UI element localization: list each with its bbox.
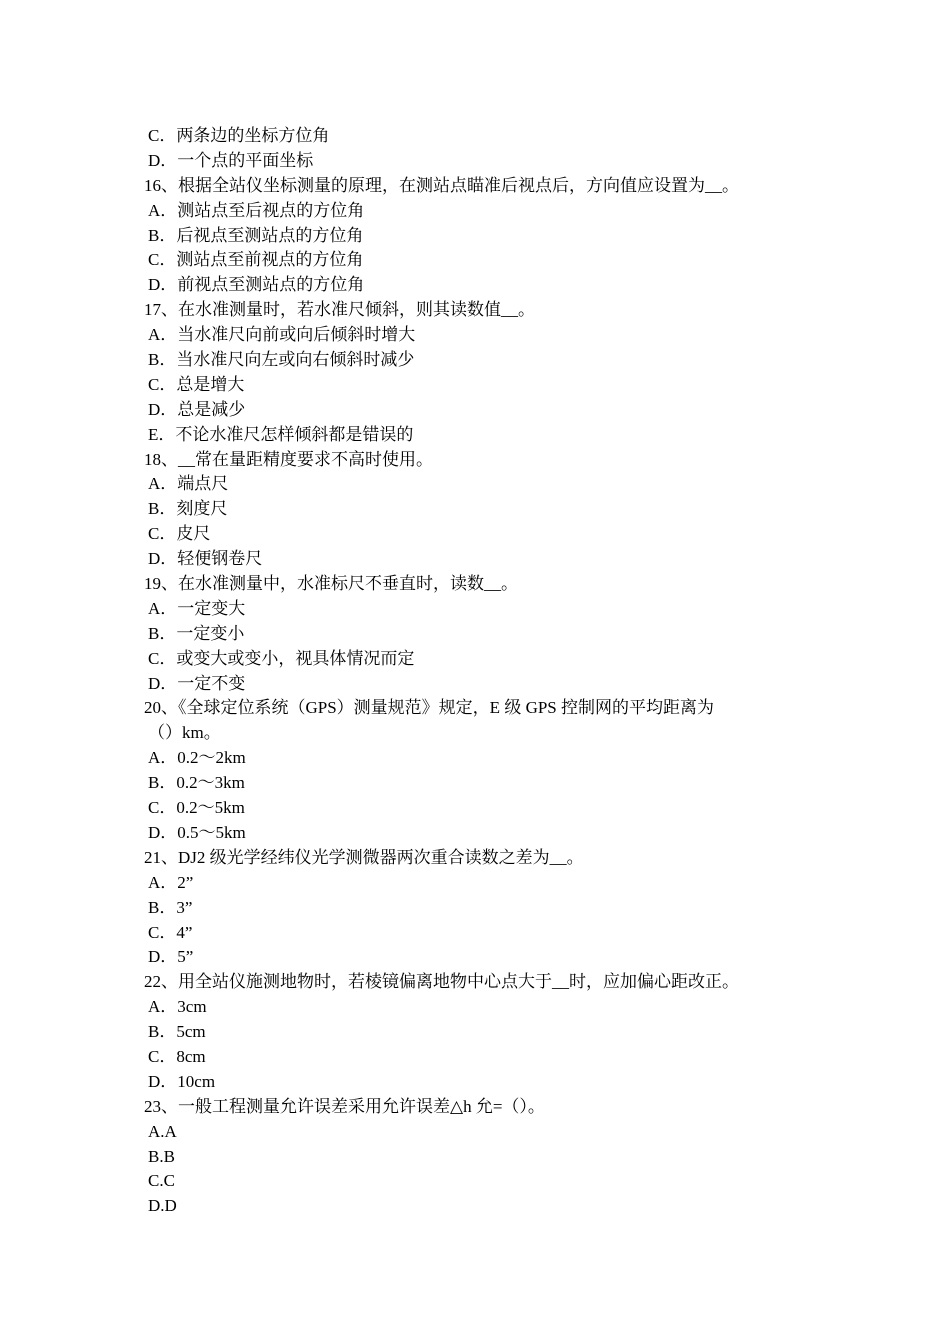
option-line: D．0.5～5km bbox=[148, 822, 246, 842]
option-line: C．0.2～5km bbox=[148, 798, 245, 818]
option-line: C．8cm bbox=[148, 1046, 206, 1066]
question-line: 22、用全站仪施测地物时，若棱镜偏离地物中心点大于__时，应加偏心距改正。 bbox=[144, 972, 739, 992]
option-line: A．当水准尺向前或向后倾斜时增大 bbox=[148, 325, 416, 345]
option-line: D．总是减少 bbox=[148, 399, 246, 419]
option-line: A．端点尺 bbox=[148, 474, 229, 494]
option-line: A．0.2～2km bbox=[148, 748, 246, 768]
option-line: B．刻度尺 bbox=[148, 499, 228, 519]
option-line: B.B bbox=[148, 1146, 175, 1166]
question-line: 20、《全球定位系统（GPS）测量规范》规定，E 级 GPS 控制网的平均距离为 bbox=[144, 698, 715, 718]
option-line: A.A bbox=[148, 1121, 177, 1141]
option-line: D．轻便钢卷尺 bbox=[148, 549, 263, 569]
option-line: D．5” bbox=[148, 947, 194, 967]
option-line: A．2” bbox=[148, 872, 194, 892]
option-line: C.C bbox=[148, 1171, 175, 1191]
option-line: D．一定不变 bbox=[148, 673, 246, 693]
document-page bbox=[144, 124, 818, 1219]
option-line: B．后视点至测站点的方位角 bbox=[148, 225, 364, 245]
question-line: 21、DJ2 级光学经纬仪光学测微器两次重合读数之差为__。 bbox=[144, 847, 584, 867]
option-line: C．4” bbox=[148, 922, 193, 942]
option-line: D．一个点的平面坐标 bbox=[148, 150, 314, 170]
option-line: B．一定变小 bbox=[148, 623, 245, 643]
question-line: 17、在水准测量时，若水准尺倾斜，则其读数值__。 bbox=[144, 300, 535, 320]
option-line: E．不论水准尺怎样倾斜都是错误的 bbox=[148, 424, 414, 444]
option-line: B．0.2～3km bbox=[148, 773, 245, 793]
question-line: 23、一般工程测量允许误差采用允许误差△h 允=（）。 bbox=[144, 1096, 545, 1116]
question-line: 18、__常在量距精度要求不高时使用。 bbox=[144, 449, 433, 469]
question-line: 19、在水准测量中，水准标尺不垂直时，读数__。 bbox=[144, 574, 518, 594]
question-continuation-line: （）km。 bbox=[148, 723, 221, 743]
option-line: D．10cm bbox=[148, 1071, 216, 1091]
option-line: B．3” bbox=[148, 897, 193, 917]
option-line: A．一定变大 bbox=[148, 598, 246, 618]
option-line: C．测站点至前视点的方位角 bbox=[148, 250, 364, 270]
option-line: D．前视点至测站点的方位角 bbox=[148, 275, 365, 295]
option-line: C．两条边的坐标方位角 bbox=[148, 126, 330, 145]
option-line: C．总是增大 bbox=[148, 374, 245, 394]
option-line: B．当水准尺向左或向右倾斜时减少 bbox=[148, 350, 415, 370]
option-line: D.D bbox=[148, 1196, 177, 1216]
option-line: C．或变大或变小，视具体情况而定 bbox=[148, 648, 415, 668]
option-line: A．测站点至后视点的方位角 bbox=[148, 200, 365, 220]
option-line: C．皮尺 bbox=[148, 524, 211, 544]
question-line: 16、根据全站仪坐标测量的原理，在测站点瞄准后视点后，方向值应设置为__。 bbox=[144, 175, 739, 195]
option-line: A．3cm bbox=[148, 997, 207, 1017]
option-line: B．5cm bbox=[148, 1022, 206, 1042]
